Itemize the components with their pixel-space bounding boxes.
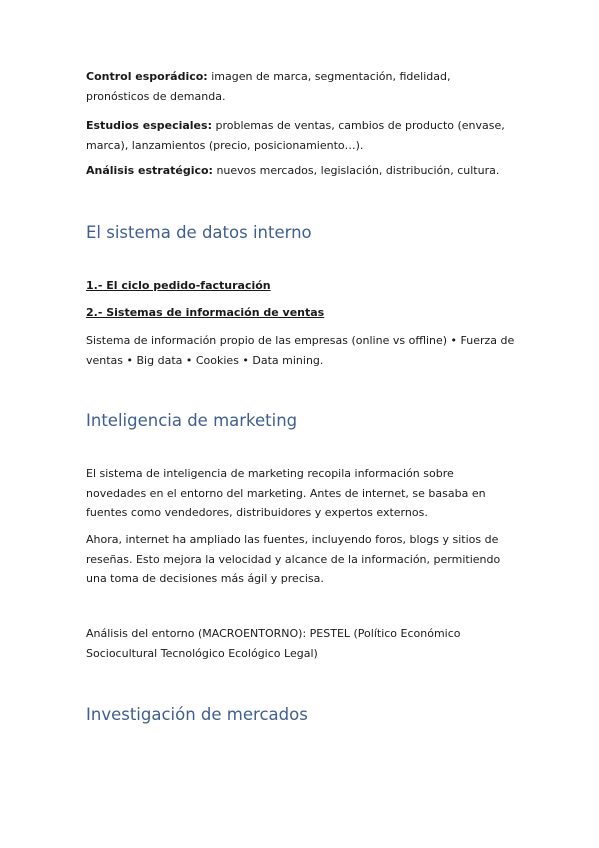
item-ciclo-pedido-text: 1.- El ciclo pedido-facturación	[86, 279, 271, 292]
paragraph-inteligencia-2: Ahora, internet ha ampliado las fuentes, incluyendo foros, blogs y sitios de reseñas. Esto mejora la velocidad y alcance de la información, permitiendo una toma de decisiones más ágil y precisa.	[86, 533, 501, 585]
item-sistemas-informacion	[86, 303, 516, 323]
paragraph-sistema-informacion: Sistema de información propio de las empresas (online vs offline) • Fuerza de ventas • Big data • Cookies • Data mining.	[86, 334, 515, 367]
heading-inteligencia-marketing: Inteligencia de marketing	[86, 411, 298, 430]
item-sistemas-informacion-text: 2.- Sistemas de información de ventas	[86, 306, 325, 319]
heading-sistema-datos-interno: El sistema de datos interno	[86, 223, 312, 242]
paragraph-analisis-entorno: Análisis del entorno (MACROENTORNO): PESTEL (Político Económico Sociocultural Tecnológico Ecológico Legal)	[86, 627, 461, 660]
item-ciclo-pedido	[86, 276, 516, 296]
label-control-esporadico: Control esporádico:	[86, 70, 208, 83]
text-estudios-especiales: problemas de ventas, cambios de producto (envase, marca), lanzamientos (precio, posicionamiento…).	[86, 119, 505, 152]
text-control-esporadico: imagen de marca, segmentación, fidelidad, pronósticos de demanda.	[86, 70, 451, 103]
label-estudios-especiales: Estudios especiales:	[86, 119, 212, 132]
text-analisis-estrategico: nuevos mercados, legislación, distribución, cultura.	[212, 164, 500, 177]
heading-investigacion-mercados: Investigación de mercados	[86, 705, 308, 724]
label-analisis-estrategico: Análisis estratégico:	[86, 164, 213, 177]
paragraph-analisis-estrategico	[86, 161, 516, 181]
paragraph-inteligencia-1: El sistema de inteligencia de marketing recopila información sobre novedades en el entorno del marketing. Antes de internet, se basaba en fuentes como vendedores, distribuidores y expertos externos.	[86, 467, 486, 519]
paragraph-estudios-especiales	[86, 116, 516, 155]
paragraph-control-esporadico	[86, 67, 516, 106]
